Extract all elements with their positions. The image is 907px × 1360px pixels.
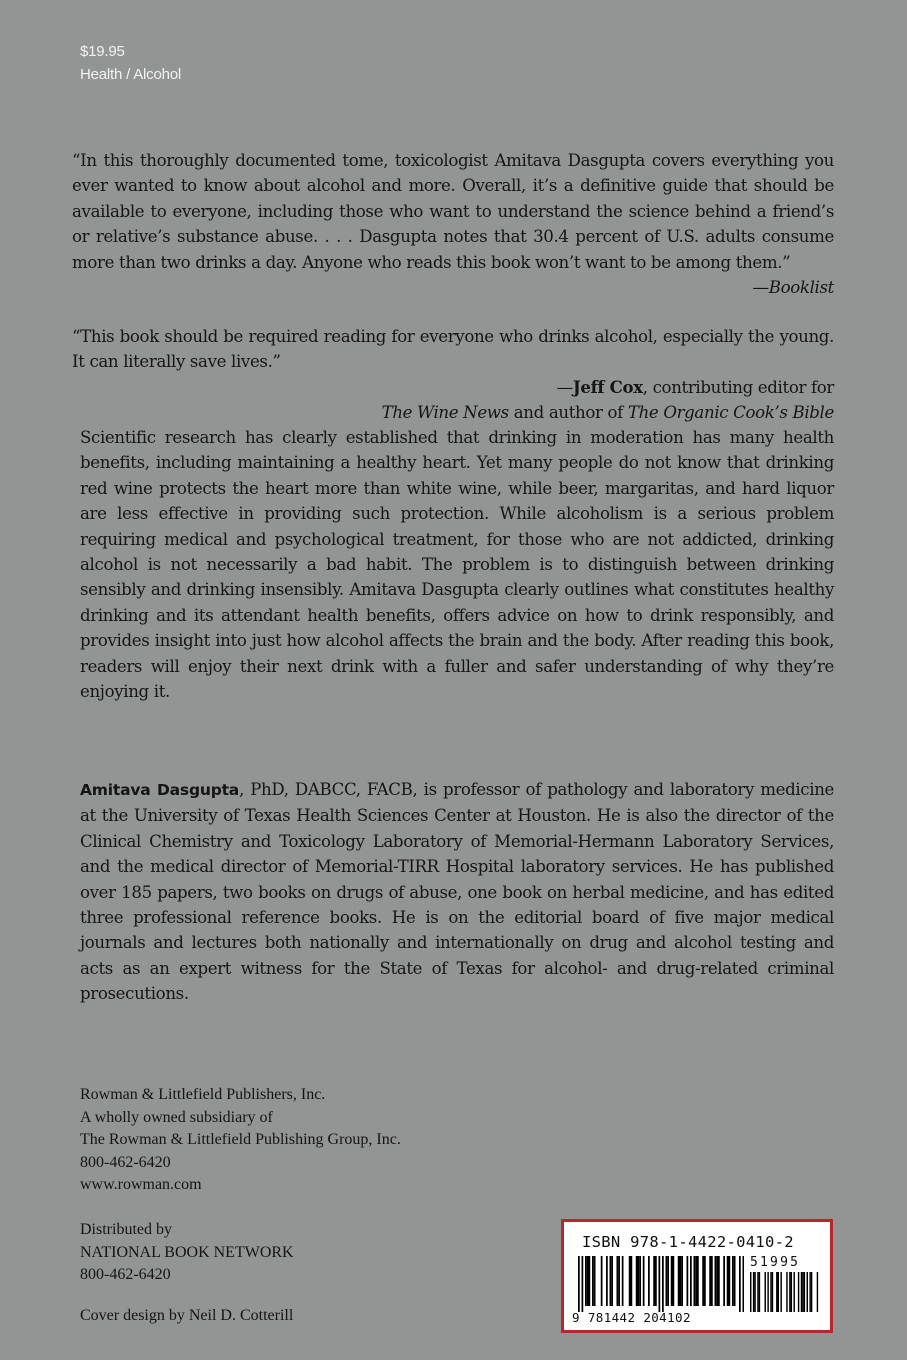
barcode-bar [592, 1256, 594, 1306]
barcode-bar [617, 1256, 619, 1306]
barcode-bar [639, 1256, 641, 1306]
distributor-label: Distributed by [80, 1221, 172, 1238]
barcode-bar [732, 1256, 734, 1306]
barcode-bar [723, 1256, 725, 1306]
addon-bar [807, 1272, 808, 1312]
price: $19.95 [80, 43, 125, 60]
publisher-info [80, 1084, 401, 1197]
barcode-bar [697, 1256, 699, 1306]
addon-bar [802, 1272, 803, 1312]
barcode-bar [729, 1256, 731, 1306]
barcode-bar [594, 1256, 596, 1306]
addon-bar [786, 1272, 787, 1312]
price-code: 51995 [750, 1255, 801, 1270]
barcode-bar [601, 1256, 603, 1306]
author-bio-text: , PhD, DABCC, FACB, is professor of pathology and laboratory medicine at the University of Texas Health Sciences Center at Houston. He is also the director of the Clinical Chemistry and Toxicology Laboratory of Memorial-Hermann Laboratory Services, and the medical director of Memorial-TIRR Hospital laboratory services. He has published over 185 papers, two books on drugs of abuse, one book on herbal medicine, and has edited three professional reference books. He is on the editorial board of five major medical journals and lectures both nationally and internationally on drug and alcohol testing and acts as an expert witness for the State of Texas for alcohol- and drug-related criminal prosecutions. [80, 780, 835, 1004]
addon-bar [801, 1272, 802, 1312]
barcode-bar [681, 1256, 683, 1306]
barcode-bar [655, 1256, 657, 1306]
addon-bar [811, 1272, 812, 1312]
barcode-bar [667, 1256, 669, 1306]
ean-digits: 9 781442 204102 [572, 1310, 691, 1325]
barcode-bar [636, 1256, 638, 1306]
addon-bar [791, 1272, 792, 1312]
attribution-dash: — [556, 377, 573, 397]
addon-bar [772, 1272, 773, 1312]
barcode-bar [743, 1256, 745, 1312]
addon-bar [759, 1272, 760, 1312]
barcode-bar [629, 1256, 631, 1306]
barcode-bar [611, 1256, 613, 1306]
addon-bar [754, 1272, 755, 1312]
addon-bar [804, 1272, 805, 1312]
jeff-cox-review [72, 324, 834, 426]
barcode-bar [718, 1256, 720, 1306]
category: Health / Alcohol [80, 66, 182, 83]
addon-bar [776, 1272, 777, 1312]
barcode-bar [659, 1256, 661, 1312]
isbn-label: ISBN 978-1-4422-0410-2 [582, 1233, 794, 1251]
barcode-bar [695, 1256, 697, 1306]
addon-bar [778, 1272, 779, 1312]
barcode-bar [734, 1256, 736, 1306]
addon-bar [789, 1272, 790, 1312]
barcode-bar [653, 1256, 655, 1306]
barcode-bar [716, 1256, 718, 1306]
barcode-bar [673, 1256, 675, 1306]
addon-bar [809, 1272, 810, 1312]
addon-bar [798, 1272, 799, 1312]
booklist-quote-text: “In this thoroughly documented tome, toxicologist Amitava Dasgupta covers everything you ever wanted to know about alcohol and more. Overall, it’s a definitive guide that should be available to everyone, including those who want to understand the science behind a friend’s or relative’s substance abuse. . . . Dasgupta notes that 30.4 percent of U.S. adults consume more than two drinks a day. Anyone who reads this book won’t want to be among them.” [72, 151, 834, 272]
price-addon-barcode-icon [750, 1272, 822, 1318]
barcode-bar [585, 1256, 587, 1306]
distributor-name: NATIONAL BOOK NETWORK [80, 1243, 294, 1261]
barcode-bar [589, 1256, 591, 1306]
barcode-bar [711, 1256, 713, 1306]
barcode-bar [709, 1256, 711, 1306]
cover-design-credit: Cover design by Neil D. Cotterill [80, 1307, 294, 1324]
barcode-bar [694, 1256, 696, 1306]
barcode-bar [648, 1256, 650, 1306]
barcode-bar [680, 1256, 682, 1306]
barcode-bar [704, 1256, 706, 1306]
barcode-bar [622, 1256, 624, 1306]
barcode-bar [643, 1256, 645, 1306]
barcode-bar [678, 1256, 680, 1306]
addon-bar [753, 1272, 754, 1312]
barcode-bar [666, 1256, 668, 1306]
booklist-source: —Booklist [752, 278, 834, 298]
publisher-subsidiary: A wholly owned subsidiary of [80, 1108, 273, 1126]
barcode-bar [587, 1256, 589, 1306]
book-description: Scientific research has clearly established that drinking in moderation has many health benefits, including maintaining a healthy heart. Yet many people do not know that drinking red wine protects the heart more than white wine, while beer, margaritas, and hard liquor are less effective in providing such protection. While alcoholism is a serious problem requiring medical and psychological treatment, for those who are not addicted, drinking alcohol is not necessarily a bad habit. The problem is to distinguish between drinking sensibly and drinking insensibly. Amitava Dasgupta clearly outlines what constitutes healthy drinking and its attendant health benefits, offers advice on how to drink responsibly, and provides insight into just how alcohol affects the brain and the body. After reading this book, readers will enjoy their next drink with a fuller and safer understanding of why they’re enjoying it. [80, 428, 834, 702]
reviewer-name: Jeff Cox [572, 376, 643, 397]
distributor-info [80, 1219, 294, 1287]
barcode-bar [687, 1256, 689, 1306]
isbn-barcode [561, 1219, 833, 1333]
credentials-connector: and author of [508, 403, 628, 423]
reviewer-role: , contributing editor for [642, 377, 834, 397]
addon-bar [817, 1272, 818, 1312]
barcode-bar [715, 1256, 717, 1306]
barcode-bar [662, 1256, 664, 1312]
barcode-bar [610, 1256, 612, 1306]
barcode-bar [618, 1256, 620, 1306]
publisher-website: www.rowman.com [80, 1176, 202, 1194]
jeff-cox-credentials [72, 400, 834, 425]
book-title: The Organic Cook’s Bible [627, 403, 834, 423]
jeff-cox-attribution [72, 375, 834, 400]
barcode-bar [739, 1256, 741, 1312]
jeff-cox-quote-text: “This book should be required reading for everyone who drinks alcohol, especially the young. It can literally save lives.” [72, 327, 834, 372]
jeff-cox-quote [72, 324, 834, 375]
addon-bar [767, 1272, 768, 1312]
barcode-bar [702, 1256, 704, 1306]
addon-bar [750, 1272, 751, 1312]
addon-bar [794, 1272, 795, 1312]
booklist-review [72, 148, 834, 300]
publisher-name: Rowman & Littlefield Publishers, Inc. [80, 1086, 326, 1103]
barcode-bar [727, 1256, 729, 1306]
barcode-bar [606, 1256, 608, 1306]
barcode-bar [582, 1256, 584, 1312]
barcode-bar [578, 1256, 580, 1312]
publisher-group: The Rowman & Littlefield Publishing Group, Inc. [80, 1131, 401, 1149]
publication-title: The Wine News [381, 403, 509, 423]
addon-bar [757, 1272, 758, 1312]
addon-bar [780, 1272, 781, 1312]
price-category-block [80, 40, 181, 86]
author-bio [80, 777, 834, 1007]
barcode-bar [631, 1256, 633, 1306]
barcode-bar [638, 1256, 640, 1306]
addon-bar [770, 1272, 771, 1312]
ean13-barcode-icon [576, 1256, 744, 1312]
author-name: Amitava Dasgupta [80, 781, 240, 799]
barcode-bar [690, 1256, 692, 1306]
addon-bar [765, 1272, 766, 1312]
distributor-phone: 800-462-6420 [80, 1266, 171, 1284]
publisher-phone: 800-462-6420 [80, 1153, 171, 1171]
barcode-bar [671, 1256, 673, 1306]
